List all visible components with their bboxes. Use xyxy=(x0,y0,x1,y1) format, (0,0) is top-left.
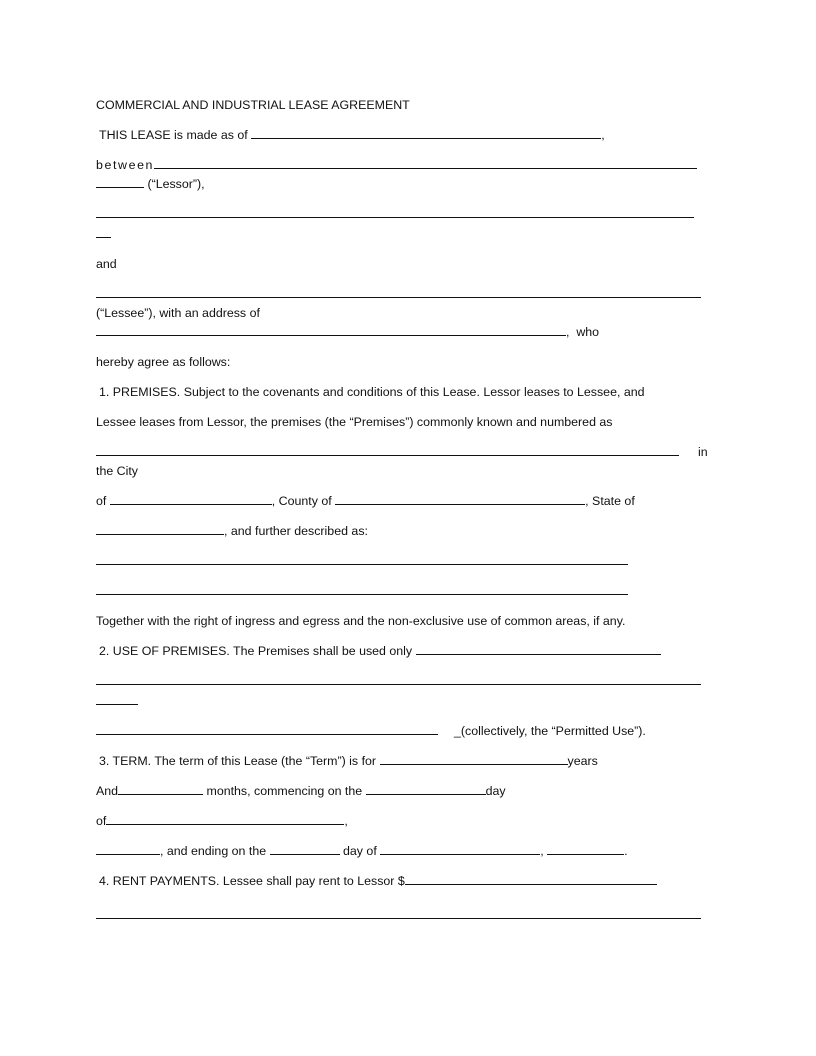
county-blank[interactable] xyxy=(335,493,585,505)
permitted-use-blank[interactable] xyxy=(96,723,438,735)
use-blank[interactable] xyxy=(416,643,661,655)
description-line-2 xyxy=(96,583,628,599)
of-label: of xyxy=(96,494,107,508)
term-line-2 xyxy=(96,783,506,799)
lessor-address-line xyxy=(96,206,694,222)
state-of-label: , State of xyxy=(585,494,635,508)
term-period: . xyxy=(624,844,628,858)
lessee-name-blank[interactable] xyxy=(96,286,701,298)
commencing-month-blank[interactable] xyxy=(106,813,344,825)
use-blank-3[interactable] xyxy=(96,693,138,705)
lessor-label: (“Lessor”), xyxy=(147,177,205,191)
months-label: months, commencing on the xyxy=(206,784,363,798)
state-line xyxy=(96,523,368,539)
premises-address-blank[interactable] xyxy=(96,444,679,456)
term-of-label: of xyxy=(96,814,107,828)
ending-year-blank[interactable] xyxy=(547,843,624,855)
years-label: years xyxy=(567,754,598,768)
made-as-of-label: THIS LEASE is made as of xyxy=(99,128,248,142)
county-of-label: , County of xyxy=(271,494,332,508)
term-years-blank[interactable] xyxy=(380,753,568,765)
further-described-label: , and further described as: xyxy=(224,524,368,538)
lessee-label: (“Lessee”), with an address of xyxy=(96,306,260,320)
lessor-name-blank-continued[interactable] xyxy=(96,176,144,188)
lessee-address-blank[interactable] xyxy=(96,324,566,336)
lessee-name-line xyxy=(96,286,701,302)
premises-address-line xyxy=(96,444,679,460)
rent-label: 4. RENT PAYMENTS. Lessee shall pay rent to Lessor $ xyxy=(99,874,405,888)
term-comma: , xyxy=(344,814,348,828)
description-blank-1[interactable] xyxy=(96,553,628,565)
and-label: and xyxy=(96,257,117,271)
commencing-day-blank[interactable] xyxy=(366,783,486,795)
permitted-use-line xyxy=(96,723,438,739)
lessor-address-line-continued xyxy=(96,226,111,242)
lessor-address-blank[interactable] xyxy=(96,206,694,218)
term-label: 3. TERM. The term of this Lease (the “Term”) is for xyxy=(99,754,377,768)
document-title: COMMERCIAL AND INDUSTRIAL LEASE AGREEMENT xyxy=(96,98,410,112)
lease-date-blank[interactable] xyxy=(251,127,601,139)
description-blank-2[interactable] xyxy=(96,583,628,595)
between-line xyxy=(96,157,697,173)
day-of-label: day of xyxy=(343,844,377,858)
description-line-1 xyxy=(96,553,628,569)
between-label: between xyxy=(96,158,155,172)
term-line-4: , and ending on the day of , . xyxy=(96,843,628,859)
rent-line-1 xyxy=(99,873,657,889)
city-county-state-line xyxy=(96,493,635,509)
rent-amount-blank-2[interactable] xyxy=(96,907,701,919)
premises-line-2: Lessee leases from Lessor, the premises (the “Premises”) commonly known and numbered as xyxy=(96,415,613,429)
in-label: in xyxy=(698,445,708,459)
ending-month-blank[interactable] xyxy=(380,843,540,855)
use-blank-2[interactable] xyxy=(96,673,701,685)
premises-line-1: 1. PREMISES. Subject to the covenants and conditions of this Lease. Lessor leases to Lessee, and xyxy=(99,385,645,399)
ending-label: , and ending on the xyxy=(160,844,267,858)
ingress-text: Together with the right of ingress and egress and the non-exclusive use of common areas, if any. xyxy=(96,614,626,628)
lessor-address-blank-continued[interactable] xyxy=(96,226,111,238)
state-blank[interactable] xyxy=(96,523,224,535)
day-label: day xyxy=(485,784,506,798)
lessee-label-line xyxy=(96,305,260,321)
who-label: who xyxy=(576,325,600,339)
use-label: 2. USE OF PREMISES. The Premises shall be used only xyxy=(99,644,413,658)
the-city-label: the City xyxy=(96,464,139,478)
lessor-name-blank[interactable] xyxy=(154,157,697,169)
rent-line-2 xyxy=(96,907,701,923)
use-line-2 xyxy=(96,673,701,689)
term-line-1 xyxy=(99,753,598,769)
term-line-3 xyxy=(96,813,348,829)
term-months-blank[interactable] xyxy=(118,783,203,795)
permitted-use-label: _(collectively, the “Permitted Use”). xyxy=(454,724,646,738)
intro-made-as-of-line: THIS LEASE is made as of , xyxy=(99,128,605,142)
ending-day-blank[interactable] xyxy=(270,843,340,855)
lessor-line xyxy=(96,176,205,192)
use-line-3 xyxy=(96,693,138,709)
city-blank[interactable] xyxy=(110,493,272,505)
use-line-1 xyxy=(99,643,661,659)
rent-amount-blank[interactable] xyxy=(405,873,657,885)
term-and-label: And xyxy=(96,784,119,798)
commencing-year-blank[interactable] xyxy=(96,843,160,855)
agree-text: hereby agree as follows: xyxy=(96,355,231,369)
lessee-address-line: , who xyxy=(96,324,599,340)
